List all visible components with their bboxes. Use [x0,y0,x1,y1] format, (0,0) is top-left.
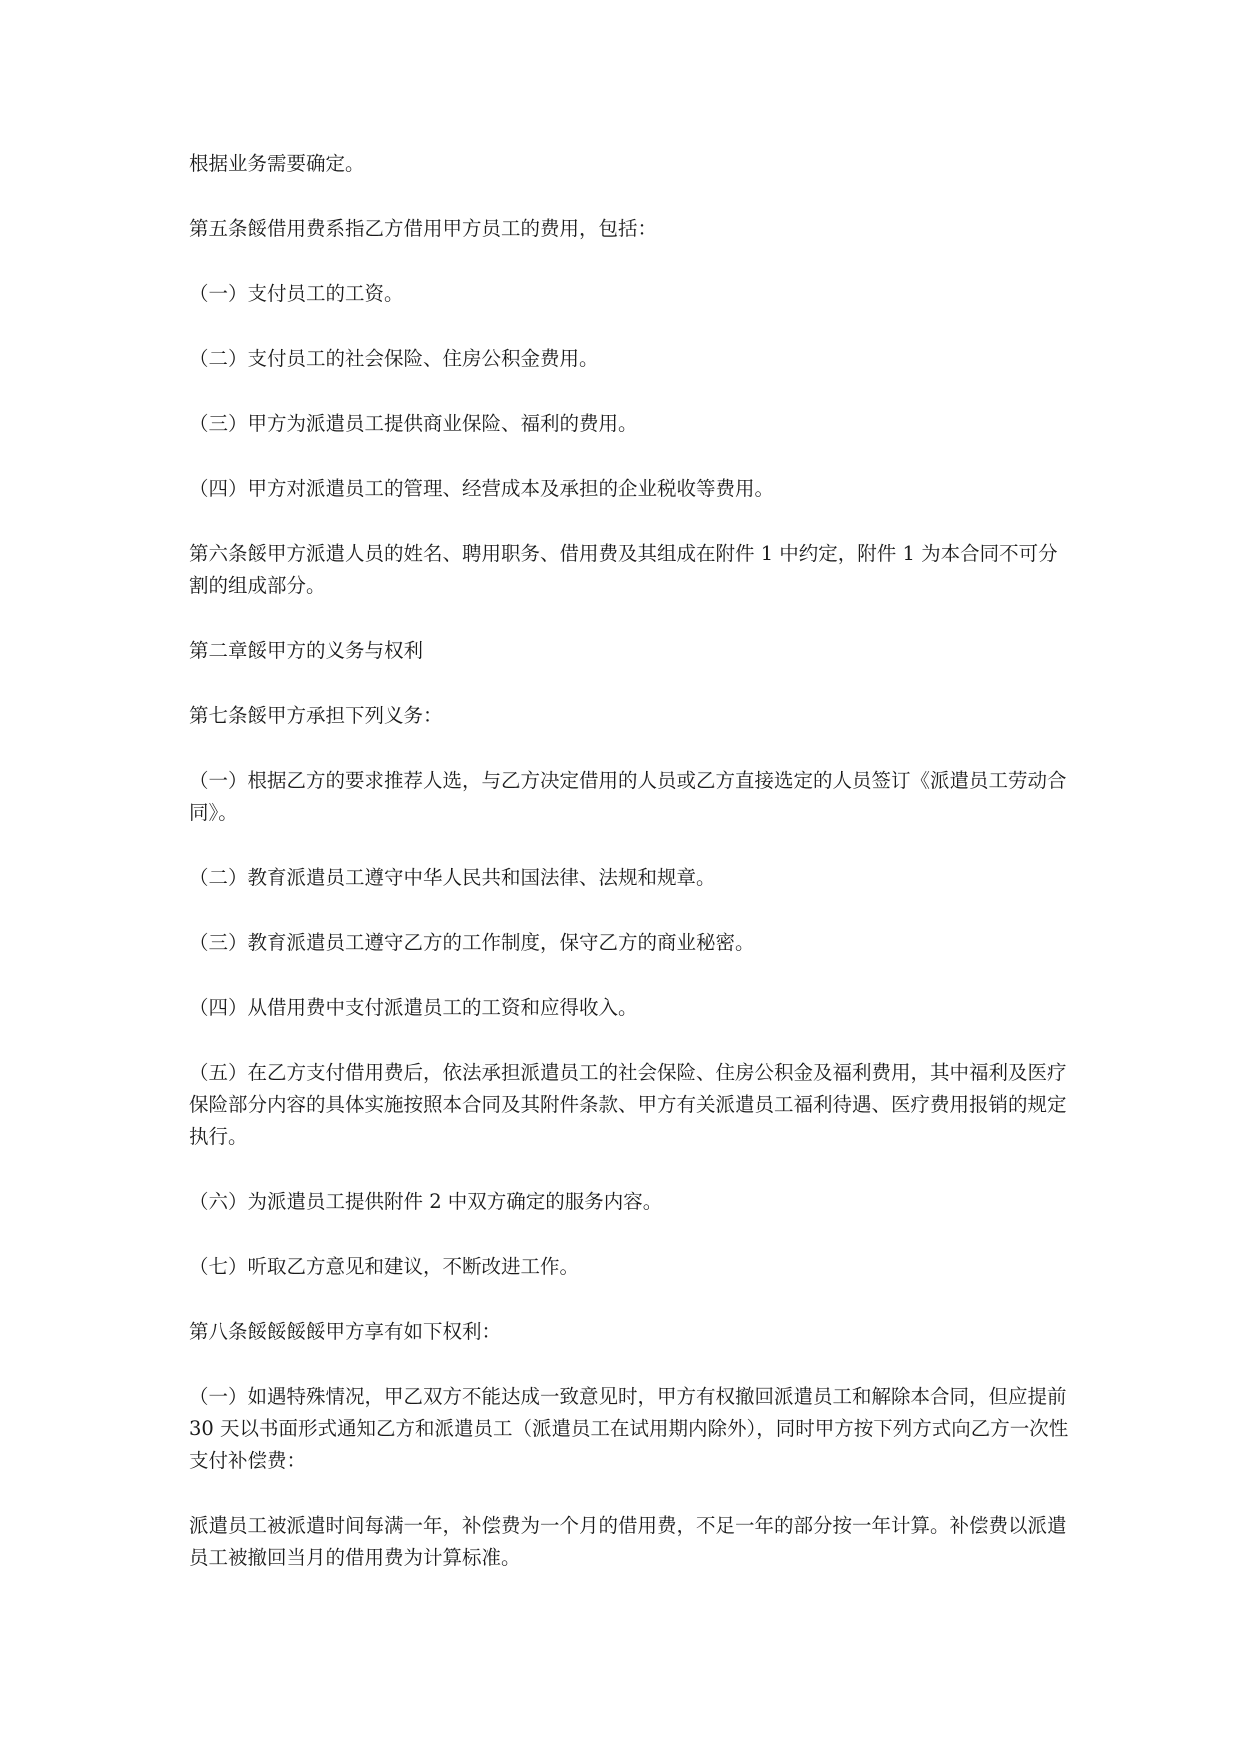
clause-6: 第六条餒甲方派遣人员的姓名、聘用职务、借用费及其组成在附件 1 中约定，附件 1 为本合同不可分割的组成部分。 [189,542,1058,597]
list-item: （一）支付员工的工资。 [189,282,404,305]
list-item: （四）甲方对派遣员工的管理、经营成本及承担的企业税收等费用。 [189,477,775,500]
list-item: （二）教育派遣员工遵守中华人民共和国法律、法规和规章。 [189,866,716,889]
clause-8-heading: 第八条餒餒餒餒甲方享有如下权利： [189,1320,502,1343]
clause-7-heading: 第七条餒甲方承担下列义务： [189,704,443,727]
chapter-2-heading: 第二章餒甲方的义务与权利 [189,639,424,662]
list-item: （六）为派遣员工提供附件 2 中双方确定的服务内容。 [189,1190,663,1213]
list-item: （三）教育派遣员工遵守乙方的工作制度，保守乙方的商业秘密。 [189,931,755,954]
list-item: （二）支付员工的社会保险、住房公积金费用。 [189,347,599,370]
list-item: （四）从借用费中支付派遣员工的工资和应得收入。 [189,996,638,1019]
list-item: （三）甲方为派遣员工提供商业保险、福利的费用。 [189,412,638,435]
list-item: （五）在乙方支付借用费后，依法承担派遣员工的社会保险、住房公积金及福利费用，其中福利及医疗保险部分内容的具体实施按照本合同及其附件条款、甲方有关派遣员工福利待遇、医疗费用报销的规定执行。 [189,1061,1067,1148]
document-body [189,148,1073,1607]
paragraph: 派遣员工被派遣时间每满一年，补偿费为一个月的借用费，不足一年的部分按一年计算。补偿费以派遣员工被撤回当月的借用费为计算标准。 [189,1514,1067,1569]
list-item: （一）根据乙方的要求推荐人选，与乙方决定借用的人员或乙方直接选定的人员签订《派遣员工劳动合同》。 [189,769,1067,824]
list-item: （七）听取乙方意见和建议，不断改进工作。 [189,1255,580,1278]
list-item: （一）如遇特殊情况，甲乙双方不能达成一致意见时，甲方有权撤回派遣员工和解除本合同，但应提前 30 天以书面形式通知乙方和派遣员工（派遣员工在试用期内除外），同时甲方按下列方式向乙方一次性支付补偿费： [189,1385,1073,1472]
clause-5-heading: 第五条餒借用费系指乙方借用甲方员工的费用，包括： [189,217,658,240]
paragraph: 根据业务需要确定。 [189,152,365,175]
